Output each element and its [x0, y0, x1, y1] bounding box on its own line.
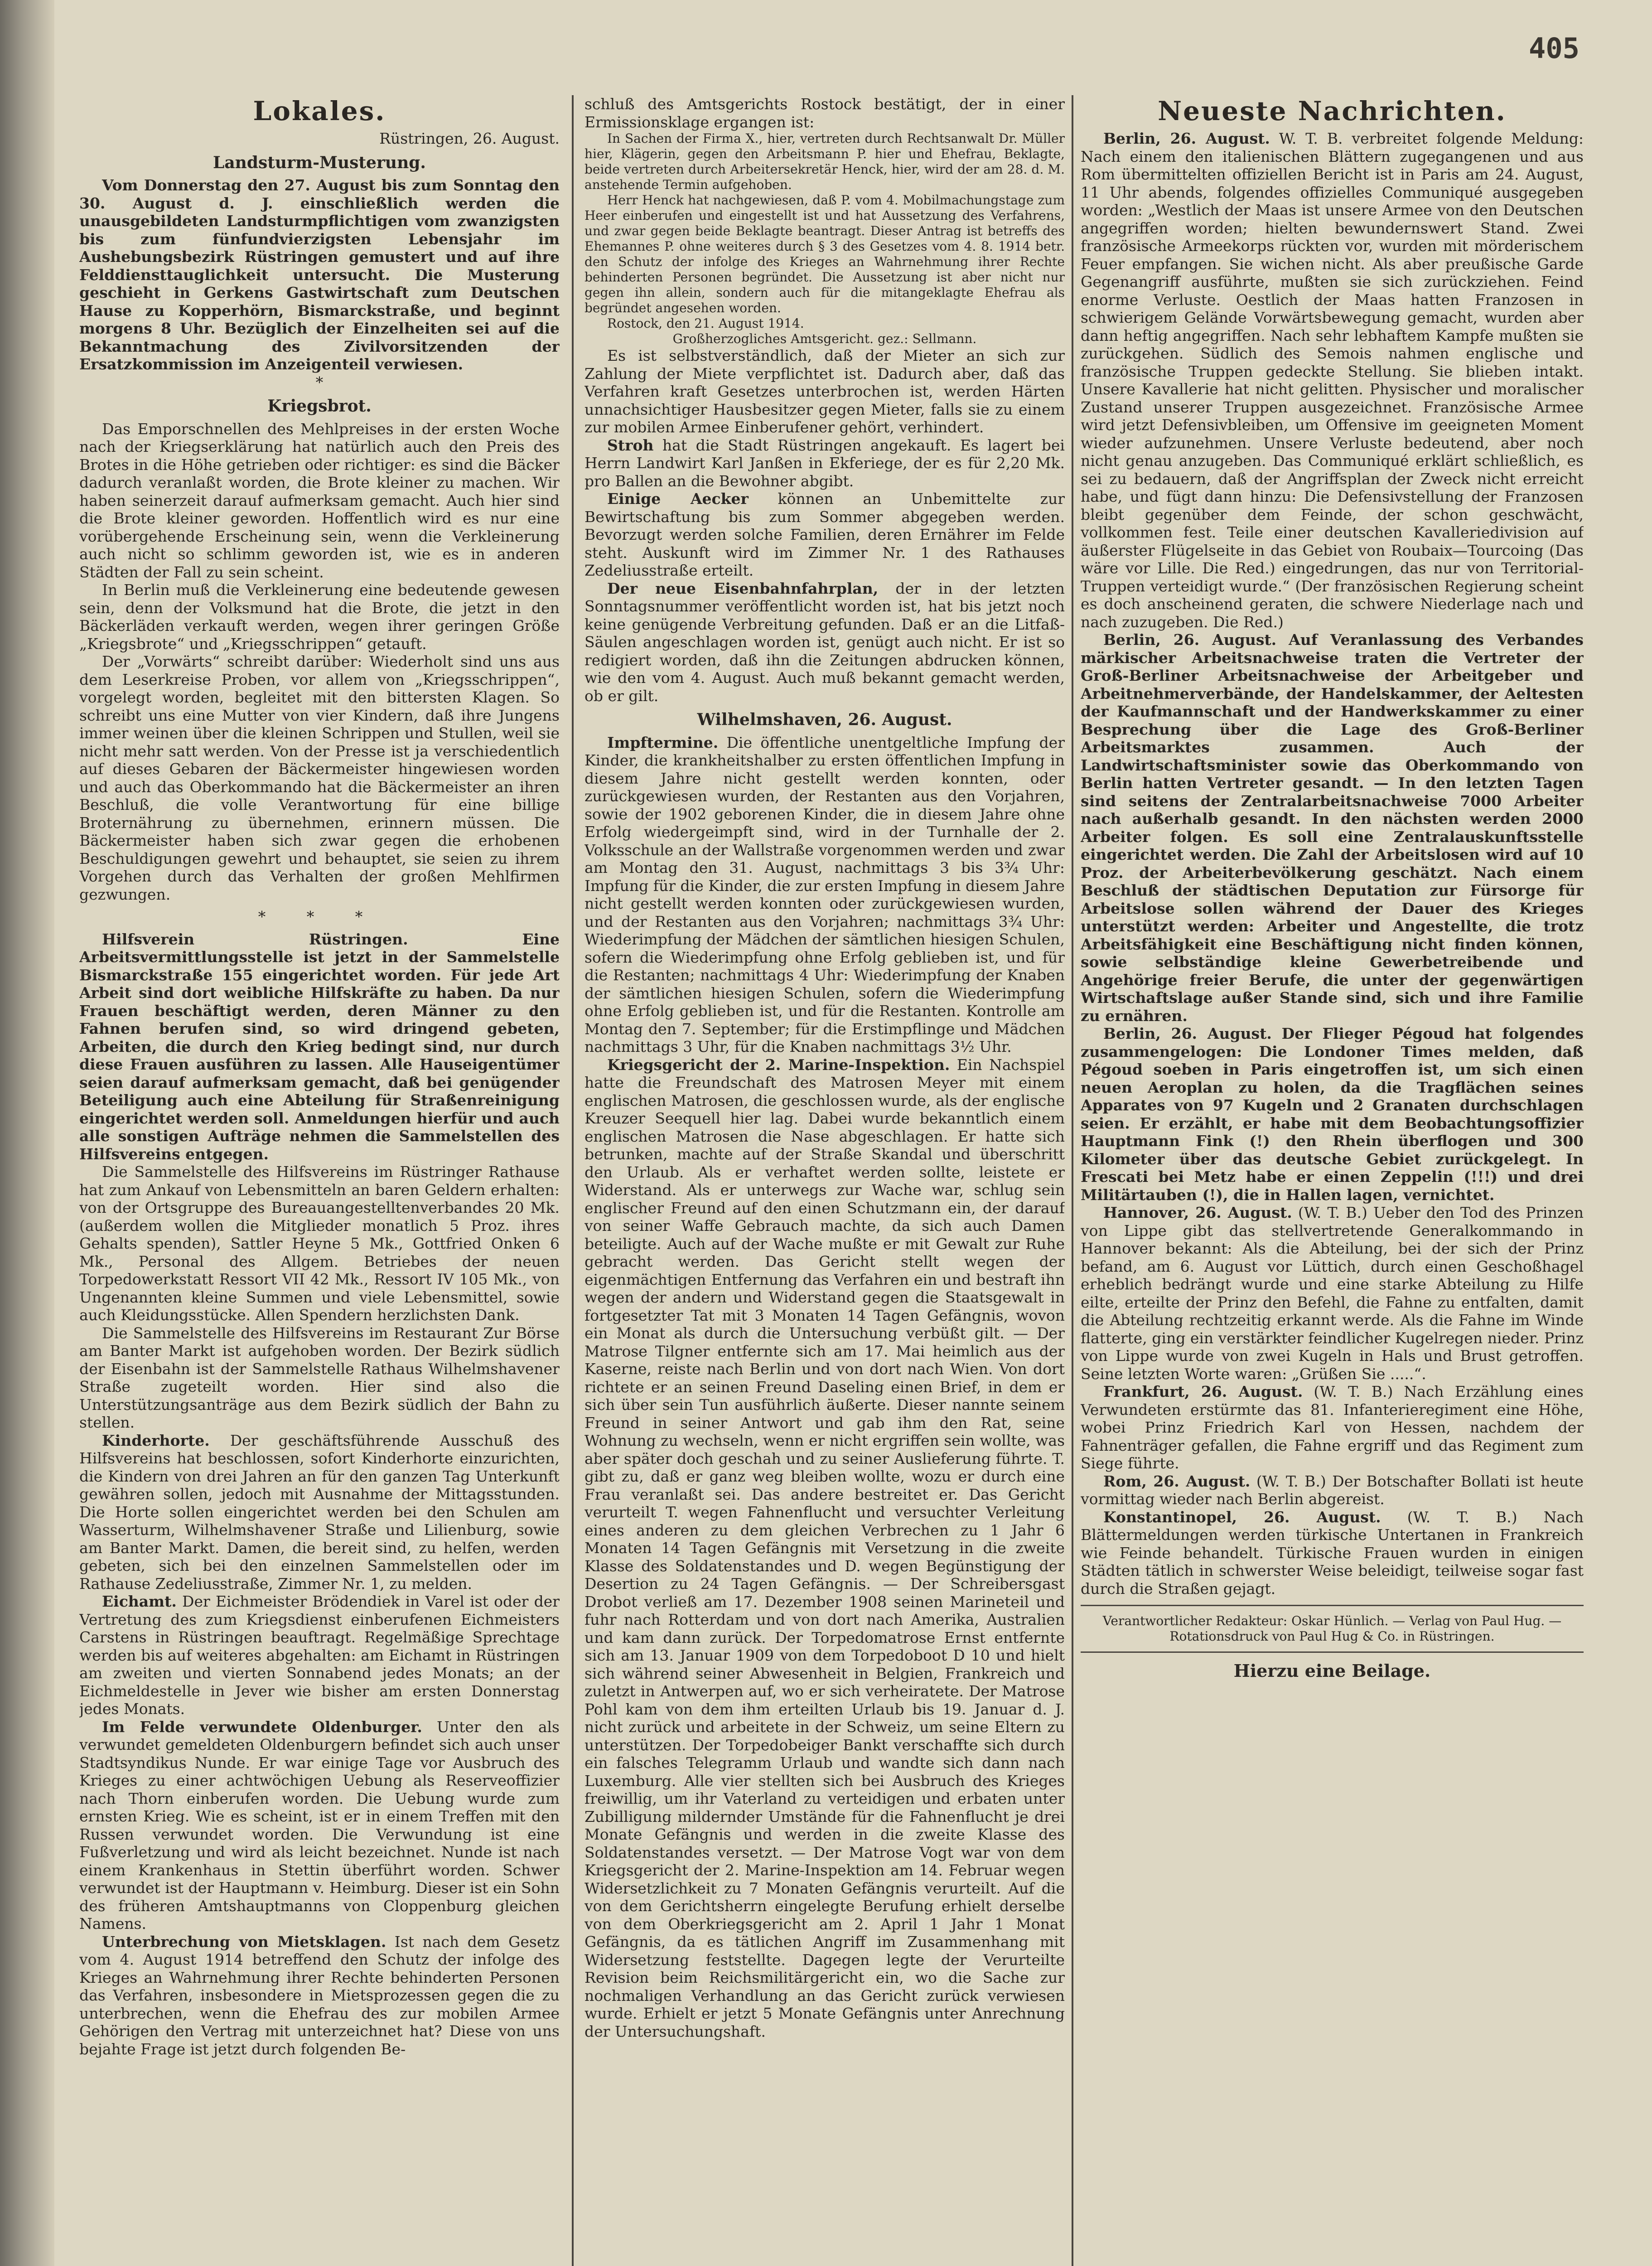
kriegsbrot-paragraph-2: In Berlin muß die Verkleinerung eine bedeutende gewesen sein, denn der Volksmund hat die Brote, die jetzt in den Bäckerläden verkauft werden, wegen ihrer geringen Größe „Kriegsbrote“ und „Kriegsschrippen“ getauft.: [79, 581, 560, 653]
berlin-article-1: Berlin, 26. August. W. T. B. verbreitet folgende Meldung: Nach einem den italienischen Blättern zugegangenen und aus Rom übermittelten offiziellen Bericht ist in Paris am 24. August, 11 Uhr abends, folgendes offizielles Communiqué ausgegeben worden: „Westlich der Maas ist unsere Armee von den Deutschen angegriffen worden; hielten bewundernswert Stand. Zwei französische Armeekorps rückten vor, wurden mit mörderischem Feuer empfangen. Sie wichen nicht. Als aber preußische Garde Gegenangriff ausführte, mußten sie sich zurückziehen. Feind enorme Verluste. Oestlich der Maas hatten Franzosen in schwierigem Gelände Vorwärtsbewegung gemacht, wurden aber dann heftig angegriffen. Nach sehr lebhaftem Kampfe mußten sie zurückgehen. Südlich des Semois nahmen englische und französische Truppen gedeckte Stellung. Sie blieben intakt. Unsere Kavallerie hat nicht gelitten. Physischer und moralischer Zustand unserer Truppen ausgezeichnet. Französische Armee wird jetzt Defensivbleiben, um Offensive im geeigneten Moment wieder aufzunehmen. Unsere Verluste bedeutend, aber noch nicht genau anzugeben. Das Communiqué erklärt schließlich, es sei zu bedauern, daß der Angriffsplan der Zweck nicht erreicht habe, und fügt dann hinzu: Die Defensivstellung der Franzosen bleibt gegenüber dem Feinde, der schon geschwächt, vollkommen fest. Teile einer deutschen Kavalleriedivision auf äußerster Flügelseite in das Gebiet von Roubaix—Tourcoing (Das wäre vor Lille. Die Red.) eingedrungen, das nur von Territorial-Truppen verteidigt wurde.“ (Der französischen Regierung scheint es doch anscheinend geraten, die schwere Niederlage nach und nach zuzugeben. Die Red.): [1081, 130, 1584, 631]
hannover-article: Hannover, 26. August. (W. T. B.) Ueber den Tod des Prinzen von Lippe gibt das stellvertretende Generalkommando in Hannover bekannt: Als die Abteilung, bei der sich der Prinz befand, am 6. August vor Lüttich, durch einen Geschoßhagel erheblich bedrängt wurde und eine starke Abteilung zu Hilfe eilte, erteilte der Prinz den Befehl, die Fahne zu entfalten, damit die Abteilung rechtzeitig erkannt werde. Als die Fahne im Winde flatterte, ging ein verstärkter feindlicher Kugelregen nieder. Prinz von Lippe wurde von zwei Kugeln in Hals und Brust getroffen. Seine letzten Worte waren: „Grüßen Sie .....“.: [1081, 1204, 1584, 1383]
hilfsverein-lead: Hilfsverein Rüstringen.: [102, 930, 408, 948]
mietsklagen-article: Unterbrechung von Mietsklagen. Ist nach dem Gesetz vom 4. August 1914 betreffend den Schutz der infolge des Krieges an Wahrnehmung ihrer Rechte behinderten Personen das Verfahren, insbesondere in Mietsprozessen gegen die zu unterbrechen, wenn die Ehefrau des zur mobilen Armee Gehörigen den Vertrag mit unterzeichnet hat? Diese von uns bejahte Frage ist jetzt durch folgenden Be-: [79, 1932, 560, 2058]
imprint-rule: [1081, 1605, 1584, 1606]
court-quote-1: In Sachen der Firma X., hier, vertreten durch Rechtsanwalt Dr. Müller hier, Klägerin, gegen den Arbeitsmann P. hier und Ehefrau, Beklagte, beide vertreten durch Arbeitersekretär Henck, hier, wird der am 28. d. M. anstehende Termin aufgehoben.: [584, 131, 1065, 192]
aecker-article: Einige Aecker können an Unbemittelte zur Bewirtschaftung bis zum Sommer abgegeben werden. Bevorzugt werden solche Familien, deren Ernährer im Felde steht. Auskunft wird im Zimmer Nr. 1 des Rathauses Zedeliusstraße erteilt.: [584, 490, 1065, 579]
eichamt-article: Eichamt. Der Eichmeister Brödendiek in Varel ist oder der Vertretung des zum Kriegsdienst einberufenen Eichmeisters Carstens in Rüstringen beauftragt. Regelmäßige Sprechtage werden bis auf weiteres abgehalten: am Eichamt in Rüstringen am zweiten und vierten Sonnabend jedes Monats; an der Eichmeldestelle in Jever wie bisher am ersten Donnerstag jedes Monats.: [79, 1593, 560, 1718]
article-landsturm: Vom Donnerstag den 27. August bis zum Sonntag den 30. August d. J. einschließlich werden die unausgebildeten Landsturmpflichtigen vom zwanzigsten bis zum fünfundvierzigsten Lebensjahr im Aushebungsbezirk Rüstringen gemustert und auf ihre Felddiensttauglichkeit untersucht. Die Musterung geschieht in Gerkens Gastwirtschaft zum Deutschen Hause zu Kopperhörn, Bismarckstraße, und beginnt morgens 8 Uhr. Bezüglich der Einzelheiten sei auf die Bekanntmachung des Zivilvorsitzenden der Ersatzkommission im Anzeigenteil verwiesen.: [79, 176, 560, 373]
binding-margin: [0, 0, 54, 2266]
separator-star: *: [315, 373, 324, 391]
column-nachrichten: [1081, 95, 1584, 2266]
kriegsbrot-paragraph-1: Das Emporschnellen des Mehlpreises in der ersten Woche nach der Kriegserklärung hat natürlich auch den Preis des Brotes in die Höhe getrieben oder richtiger: es sind die Bäcker dadurch veranlaßt worden, die Brote kleiner zu machen. Wir haben seinerzeit darauf aufmerksam gemacht. Auch hier sind die Brote kleiner geworden. Hoffentlich wird es nur eine vorübergehende Erscheinung sein, wenn die Verkleinerung auch nicht so schlimm geworden ist, wie es in anderen Städten der Fall zu sein scheint.: [79, 420, 560, 581]
column-divider-2: [1072, 95, 1073, 2266]
impf-article: Impftermine. Die öffentliche unentgeltliche Impfung der Kinder, die krankheitshalber zu ersten öffentlichen Impfung in diesem Jahre nicht gestellt werden konnten, oder zurückgewiesen wurden, der Restanten aus den Vorjahren, sowie der 1902 geborenen Kinder, die in diesem Jahre ohne Erfolg wiedergeimpft sind, wird in der Turnhalle der 2. Volksschule an der Wallstraße vorgenommen werden und zwar am Montag den 31. August, nachmittags 3 bis 3¾ Uhr: Impfung für die Kinder, die zur ersten Impfung in diesem Jahre nicht gestellt werden konnten oder zurückgewiesen wurden, und der Restanten aus den Vorjahren; nachmittags 3¾ Uhr: Wiederimpfung der Mädchen der sämtlichen hiesigen Schulen, sofern die Wiederimpfung ohne Erfolg geblieben ist, und für die Restanten; nachmittags 4 Uhr: Wiederimpfung der Knaben der sämtlichen hiesigen Schulen, sofern die Wiederimpfung ohne Erfolg geblieben ist, und für die Restanten. Kontrolle am Montag den 7. September; für die Erstimpflinge und Mädchen nachmittags 3 Uhr, für die Knaben nachmittags 3½ Uhr.: [584, 733, 1065, 1056]
hilfsverein-paragraph-1: Hilfsverein Rüstringen. Eine Arbeitsvermittlungsstelle ist jetzt in der Sammelstelle Bismarckstraße 155 eingerichtet worden. Für jede Art Arbeit sind dort weibliche Hilfskräfte zu haben. Da nur Frauen beschäftigt werden, deren Männer zu den Fahnen berufen sind, so wird dringend gebeten, Arbeiten, die durch den Krieg bedingt sind, nur durch diese Frauen ausführen zu lassen. Alle Hauseigentümer seien darauf aufmerksam gemacht, daß bei genügender Beteiligung auch eine Abteilung für Straßenreinigung eingerichtet werden soll. Anmeldungen hierfür und auch alle sonstigen Aufträge nehmen die Sammelstellen des Hilfsvereins entgegen.: [79, 930, 560, 1163]
berlin-article-3: Berlin, 26. August. Der Flieger Pégoud hat folgendes zusammengelogen: Die Londoner Times melden, daß Pégoud soeben in Paris eingetroffen ist, um sich einen neuen Aeroplan zu holen, da die Tragflächen seines Apparates von 97 Kugeln und 2 Granaten durchschlagen seien. Er erzählt, er habe mit dem Beobachtungsoffizier Hauptmann Fink (!) den Rhein überflogen und 300 Kilometer über das deutsche Gebiet zurückgelegt. In Frescati bei Metz habe er einen Zeppelin (!!!) und drei Militärtauben (!), die in Hallen lagen, vernichtet.: [1081, 1025, 1584, 1204]
section-title-lokales: Lokales.: [253, 96, 386, 126]
mietsklagen-continuation: schluß des Amtsgerichts Rostock bestätigt, der in einer Ermissionsklage ergangen ist:: [584, 95, 1065, 131]
court-quote-2: Herr Henck hat nachgewiesen, daß P. vom 4. Mobilmachungstage zum Heer einberufen und eingestellt ist und hat Aussetzung des Verfahrens, und zwar gegen beide Beklagte beantragt. Dieser Antrag ist betreffs des Ehemannes P. ohne weiteres durch § 3 des Gesetzes vom 4. 8. 1914 betr. den Schutz der infolge des Krieges an Wahrnehmung ihrer Rechte behinderten Personen begründet. Die Aussetzung ist aber nicht nur gegen ihn allein, sondern auch für die mitangeklagte Ehefrau als begründet angesehen worden.: [584, 193, 1065, 315]
page-number: 405: [1529, 32, 1580, 65]
separator-stars: * * *: [258, 908, 381, 925]
heading-landsturm: Landsturm-Musterung.: [213, 153, 426, 172]
heading-kriegsbrot: Kriegsbrot.: [267, 397, 372, 416]
column-middle: [584, 95, 1065, 2266]
frankfurt-article: Frankfurt, 26. August. (W. T. B.) Nach Erzählung eines Verwundeten erstürmte das 81. Infanterieregiment eine Höhe, wobei Prinz Friedrich Karl von Hessen, nachdem der Fahnenträger gefallen, die Fahne ergriff und das Regiment zum Siege führte.: [1081, 1383, 1584, 1472]
court-quote-date: Rostock, den 21. August 1914.: [607, 316, 804, 331]
column-lokales: [79, 95, 560, 2266]
kriegsgericht-article: Kriegsgericht der 2. Marine-Inspektion. Ein Nachspiel hatte die Freundschaft des Matrosen Meyer mit einem englischen Matrosen, die geschlossen wurde, als der englische Kreuzer Seequell hier lag. Dabei wurde bekanntlich einem englischen Matrosen die Nase abgeschlagen. Er hatte sich betrunken, machte auf der Straße Skandal und überschritt den Urlaub. Als er verhaftet werden sollte, leistete er Widerstand. Als er unterwegs zur Wache war, schlug sein englischer Freund auf den einen Schutzmann ein, der darauf von seiner Waffe Gebrauch machte, da sich auch Damen beteiligte. Auch auf der Wache mußte er mit Gewalt zur Ruhe gebracht werden. Das Gericht stellt wegen der eigenmächtigen Entfernung das Verfahren ein und bestraft ihn wegen der andern und Widerstand gegen die Staatsgewalt in fortgesetzter Tat mit 3 Monaten 14 Tagen Gefängnis, wovon ein Monat als durch die Untersuchung verbüßt gilt. — Der Matrose Tilgner entfernte sich am 17. Mai heimlich aus der Kaserne, reiste nach Berlin und von dort nach Wien. Von dort richtete er an seinen Freund Daseling einen Brief, in dem er sich über sein Tun ausführlich äußerte. Dieser nannte seinem Freund in seiner Antwort und gab ihm den Rat, seine Wohnung zu wechseln, wenn er nicht ergriffen sein wollte, was aber später doch geschah und zu seiner Auslieferung führte. T. gibt zu, daß er ganz weg bleiben wollte, wozu er durch eine Frau veranlaßt sei. Das andere bestreitet er. Das Gericht verurteilt T. wegen Fahnenflucht und versuchter Verleitung eines anderen zu dem gleichen Verbrechen zu 1 Jahr 6 Monaten 14 Tagen Gefängnis mit Versetzung in die zweite Klasse des Soldatenstandes und D. wegen Begünstigung der Desertion zu 24 Tagen Gefängnis. — Der Schreibersgast Drobot verließ am 17. Dezember 1908 seinen Marineteil und fuhr nach Rotterdam und von dort nach Amerika, Australien und kam dann zurück. Der Torpedomatrose Ernst entfernte sich am 13. Januar 1909 von dem Torpedoboot D 10 und hielt sich während seiner Abwesenheit in Belgien, Frankreich und zuletzt in Antwerpen auf, wo er sich verheiratete. Der Matrose Pohl kam von dem ihm erteilten Urlaub bis 19. Januar d. J. nicht zurück und arbeitete in der Schweiz, um seine Eltern zu unterstützen. Der Torpedobeiger Bankt verschaffte sich durch ein falsches Telegramm Urlaub und wandte sich dann nach Luxemburg. Alle vier stellten sich bei Ausbruch des Krieges freiwillig, um ihr Vaterland zu verteidigen und erbaten unter Zubilligung mildernder Umstände für die Fahnenflucht je drei Monate Gefängnis und werden in die zweite Klasse des Soldatenstandes versetzt. — Der Matrose Vogt war von dem Kriegsgericht der 2. Marine-Inspektion am 14. Februar wegen Widersetzlichkeit zu 7 Monaten Gefängnis verurteilt. Auf die von dem Gerichtsherrn eingelegte Berufung erhielt derselbe von dem Oberkriegsgericht am 2. April 1 Jahr 1 Monat Gefängnis, da es tätlichen Angriff im Zusammenhang mit Widersetzung feststellte. Dagegen legte der Verurteilte Revision beim Reichsmilitärgericht ein, wo die Sache zur nochmaligen Verhandlung an das Gericht zurück verwiesen wurde. Erhielt er jetzt 5 Monate Gefängnis unter Anrechnung der Untersuchungshaft.: [584, 1056, 1065, 2040]
section-title-nachrichten: Neueste Nachrichten.: [1158, 96, 1507, 126]
supplement-note: Hierzu eine Beilage.: [1233, 1661, 1431, 1681]
rom-article: Rom, 26. August. (W. T. B.) Der Botschafter Bollati ist heute vormittag wieder nach Berlin abgereist.: [1081, 1472, 1584, 1508]
court-quote-signature: Großherzogliches Amtsgericht. gez.: Sellmann.: [672, 331, 977, 346]
oldenburger-article: Im Felde verwundete Oldenburger. Unter den als verwundet gemeldeten Oldenburgern befindet sich auch unser Stadtsyndikus Nunde. Er war einige Tage vor Ausbruch des Krieges zu einer achtwöchigen Uebung als Reserveoffizier nach Thorn einberufen worden. Die Uebung wurde zum ernsten Krieg. Wie es scheint, ist er in einem Treffen mit den Russen verwundet worden. Die Verwundung ist eine Fußverletzung und wird als leicht bezeichnet. Nunde ist nach einem Krankenhaus in Stettin überführt worden. Schwer verwundet ist der Hauptmann v. Heimburg. Dieser ist ein Sohn des früheren Amtshauptmanns von Cloppenburg gleichen Namens.: [79, 1718, 560, 1932]
imprint-rule-bottom: [1081, 1651, 1584, 1653]
hilfsverein-paragraph-2: Die Sammelstelle des Hilfsvereins im Rüstringer Rathause hat zum Ankauf von Lebensmitteln an baren Geldern erhalten: von der Ortsgruppe des Bureauangestelltenverbandes 20 Mk. (außerdem wollen die Mitglieder monatlich 5 Proz. ihres Gehalts spenden), Sattler Heyne 5 Mk., Gottfried Onken 6 Mk., Personal des Allgem. Betriebes der neuen Torpedowerkstatt Ressort VII 42 Mk., Ressort IV 105 Mk., von Ungenannten kleine Summen und viele Lebensmittel, sowie auch Kleidungsstücke. Allen Spendern herzlichsten Dank.: [79, 1163, 560, 1324]
hilfsverein-paragraph-3: Die Sammelstelle des Hilfsvereins im Restaurant Zur Börse am Banter Markt ist aufgehoben worden. Der Bezirk südlich der Eisenbahn ist der Sammelstelle Rathaus Wilhelmshavener Straße zugeteilt worden. Hier sind also die Unterstützungsanträge aus dem Bezirk südlich der Bahn zu stellen.: [79, 1324, 560, 1431]
column-divider-1: [572, 95, 574, 2266]
konstantinopel-article: Konstantinopel, 26. August. (W. T. B.) Nach Blättermeldungen werden türkische Untertanen in Frankreich wie Feinde behandelt. Türkische Frauen wurden in einigen Städten tätlich in schwerster Weise beleidigt, teilweise sogar fast durch die Straßen gejagt.: [1081, 1508, 1584, 1598]
mietsklagen-comment: Es ist selbstverständlich, daß der Mieter an sich zur Zahlung der Miete verpflichtet ist. Dadurch aber, daß das Verfahren kraft Gesetzes unterbrochen ist, werden Härten unnachsichtiger Hausbesitzer gegen Mieter, falls sie zu einem zur mobilen Armee Einberufener gehört, verhindert.: [584, 347, 1065, 436]
dateline-wilhelmshaven: Wilhelmshaven, 26. August.: [697, 710, 952, 729]
fahrplan-article: Der neue Eisenbahnfahrplan, der in der letzten Sonntagsnummer veröffentlicht worden ist, hat bis jetzt noch keine genügende Verbreitung gefunden. Daß er an die Litfaß-Säulen angeschlagen worden ist, genügt auch nicht. Er ist so redigiert worden, daß ihn die Zeitungen abdrucken können, wie den vom 4. August. Auch muß bekannt gemacht werden, ob er gilt.: [584, 579, 1065, 705]
dateline-ruestringen: Rüstringen, 26. August.: [379, 130, 560, 147]
berlin-article-2: Berlin, 26. August. Auf Veranlassung des Verbandes märkischer Arbeitsnachweise traten die Vertreter der Groß-Berliner Arbeitsnachweise der Arbeitgeber und Arbeitnehmerverbände, der Handelskammer, der Aeltesten der Kaufmannschaft und der Handwerkskammer zu einer Besprechung über die Lage des Groß-Berliner Arbeitsmarktes zusammen. Auch der Landwirtschaftsminister sowie das Oberkommando von Berlin hatten Vertreter gesandt. — In den letzten Tagen sind seitens der Zentralarbeitsnachweise 7000 Arbeiter nach außerhalb gesandt. In den nächsten werden 2000 Arbeiter folgen. Es soll eine Zentralauskunftsstelle eingerichtet werden. Die Zahl der Arbeitslosen wird auf 10 Proz. der Arbeiterbevölkerung geschätzt. Nach einem Beschluß der städtischen Deputation zur Fürsorge für Arbeitslose sollen während der Dauer des Krieges unterstützt werden: Arbeiter und Angestellte, die trotz Arbeitsfähigkeit eine Beschäftigung nicht finden können, sowie selbständige kleine Gewerbetreibende und Angehörige freier Berufe, die unter der gegenwärtigen Wirtschaftslage außer Stande sind, sich und ihre Familie zu ernähren.: [1081, 631, 1584, 1025]
kinderhorte-article: Kinderhorte. Der geschäftsführende Ausschuß des Hilfsvereins hat beschlossen, sofort Kinderhorte einzurichten, die Kindern von drei Jahren an für den ganzen Tag Unterkunft gewähren sollen, jedoch mit Ausnahme der Mittagsstunden. Die Horte sollen eingerichtet werden bei den Schulen am Wasserturm, Wilhelmshavener Straße und Lilienburg, sowie am Banter Markt. Damen, die bereit sind, zu helfen, werden gebeten, sich bei den einzelnen Sammelstellen oder im Rathause Zedeliusstraße, Zimmer Nr. 1, zu melden.: [79, 1431, 560, 1593]
imprint: Verantwortlicher Redakteur: Oskar Hünlich. — Verlag von Paul Hug. — Rotationsdruck von Paul Hug & Co. in Rüstringen.: [1102, 1613, 1562, 1644]
kriegsbrot-paragraph-3: Der „Vorwärts“ schreibt darüber: Wiederholt sind uns aus dem Leserkreise Proben, vor allem von „Kriegsschrippen“, vorgelegt worden, begleitet mit den bittersten Klagen. So schreibt uns eine Mutter von vier Kindern, daß ihre Jungens immer weinen über die kleinen Schrippen und Stullen, weil sie nicht mehr satt werden. Von der Presse ist ja verschiedentlich auf dieses Gebaren der Bäckermeister hingewiesen worden und auch das Oberkommando hat die Bäckermeister an ihren Beschluß, die volle Verantwortung für eine billige Broternährung zu übernehmen, erinnern müssen. Die Bäckermeister haben sich zwar gegen die erhobenen Beschuldigungen gewehrt und behauptet, sie seien zu ihrem Vorgehen durch das Verhalten der großen Mehlfirmen gezwungen.: [79, 653, 560, 903]
stroh-article: Stroh hat die Stadt Rüstringen angekauft. Es lagert bei Herrn Landwirt Karl Janßen in Ekferiege, der es für 2,20 Mk. pro Ballen an die Bewohner abgibt.: [584, 436, 1065, 490]
